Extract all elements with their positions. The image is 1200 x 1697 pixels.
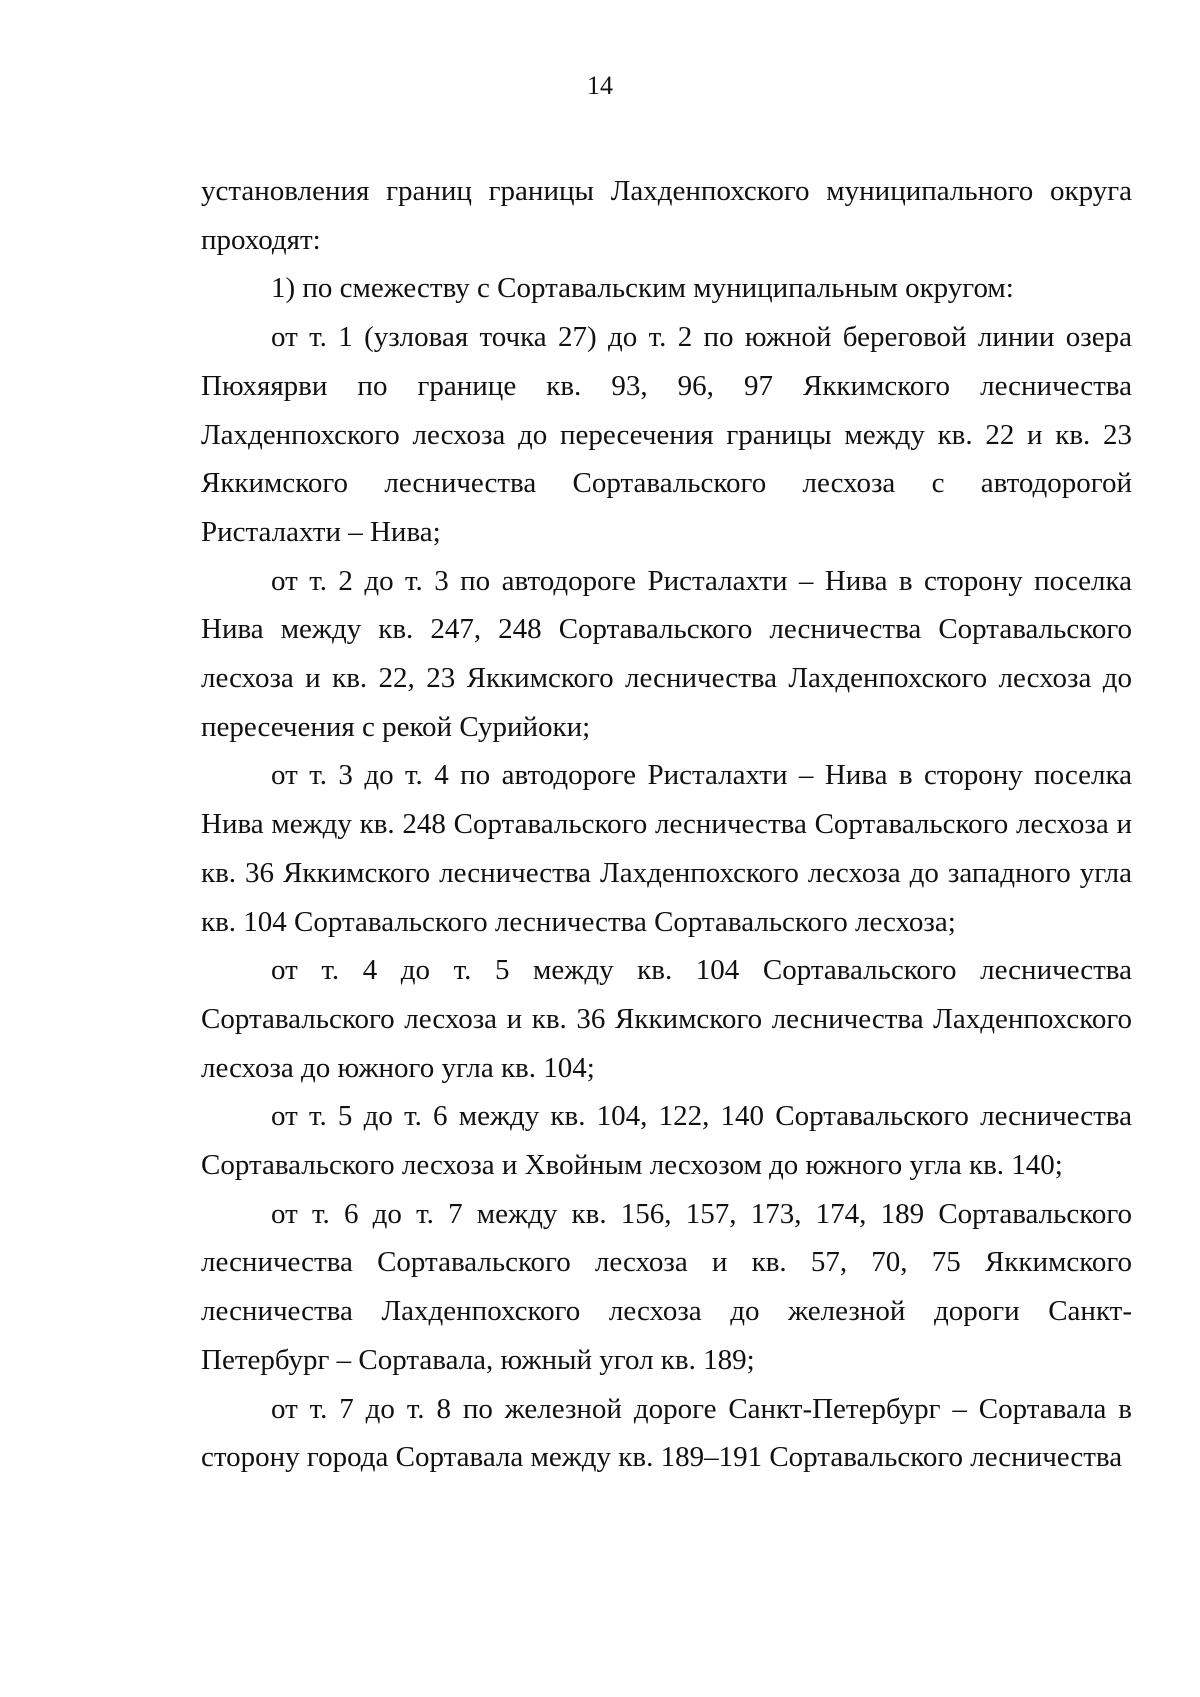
document-body [201,167,1132,1482]
paragraph-segment-5-6: от т. 5 до т. 6 между кв. 104, 122, 140 Сортавальского лесничества Сортавальского лесхоза и Хвойным лесхозом до южного угла кв. 140; [201,1100,1132,1182]
paragraph-segment-1-2: от т. 1 (узловая точка 27) до т. 2 по южной береговой линии озера Пюхяярви по границе кв. 93, 96, 97 Яккимского лесничества Лахденпохского лесхоза до пересечения границы между кв. 22 и кв. 23 Яккимского лесничества Сортавальского лесхоза с автодорогой Ристалахти – Нива; [201,321,1132,548]
paragraph-segment-4-5: от т. 4 до т. 5 между кв. 104 Сортавальского лесничества Сортавальского лесхоза и кв. 36 Яккимского лесничества Лахденпохского лесхоза до южного угла кв. 104; [201,954,1132,1084]
paragraph-section-heading: 1) по смежеству с Сортавальским муниципальным округом: [271,272,1014,305]
paragraph-segment-3-4: от т. 3 до т. 4 по автодороге Ристалахти – Нива в сторону поселка Нива между кв. 248 Сортавальского лесничества Сортавальского лесхоза и кв. 36 Яккимского лесничества Лахденпохского лесхоза до западного угла кв. 104 Сортавальского лесничества Сортавальского лесхоза; [201,759,1132,938]
paragraph-segment-7-8: от т. 7 до т. 8 по железной дороге Санкт-Петербург – Сортавала в сторону города Сортавала между кв. 189–191 Сортавальского лесничества [201,1392,1132,1474]
paragraph-intro: установления границ границы Лахденпохского муниципального округа проходят: [201,175,1132,256]
paragraph-segment-6-7: от т. 6 до т. 7 между кв. 156, 157, 173, 174, 189 Сортавальского лесничества Сортавальского лесхоза и кв. 57, 70, 75 Яккимского лесничества Лахденпохского лесхоза до железной дороги Санкт-Петербург – Сортавала, южный угол кв. 189; [201,1197,1132,1376]
page-number: 14 [587,71,613,100]
paragraph-segment-2-3: от т. 2 до т. 3 по автодороге Ристалахти – Нива в сторону поселка Нива между кв. 247, 248 Сортавальского лесничества Сортавальского лесхоза и кв. 22, 23 Яккимского лесничества Лахденпохского лесхоза до пересечения с рекой Сурийоки; [201,564,1132,743]
